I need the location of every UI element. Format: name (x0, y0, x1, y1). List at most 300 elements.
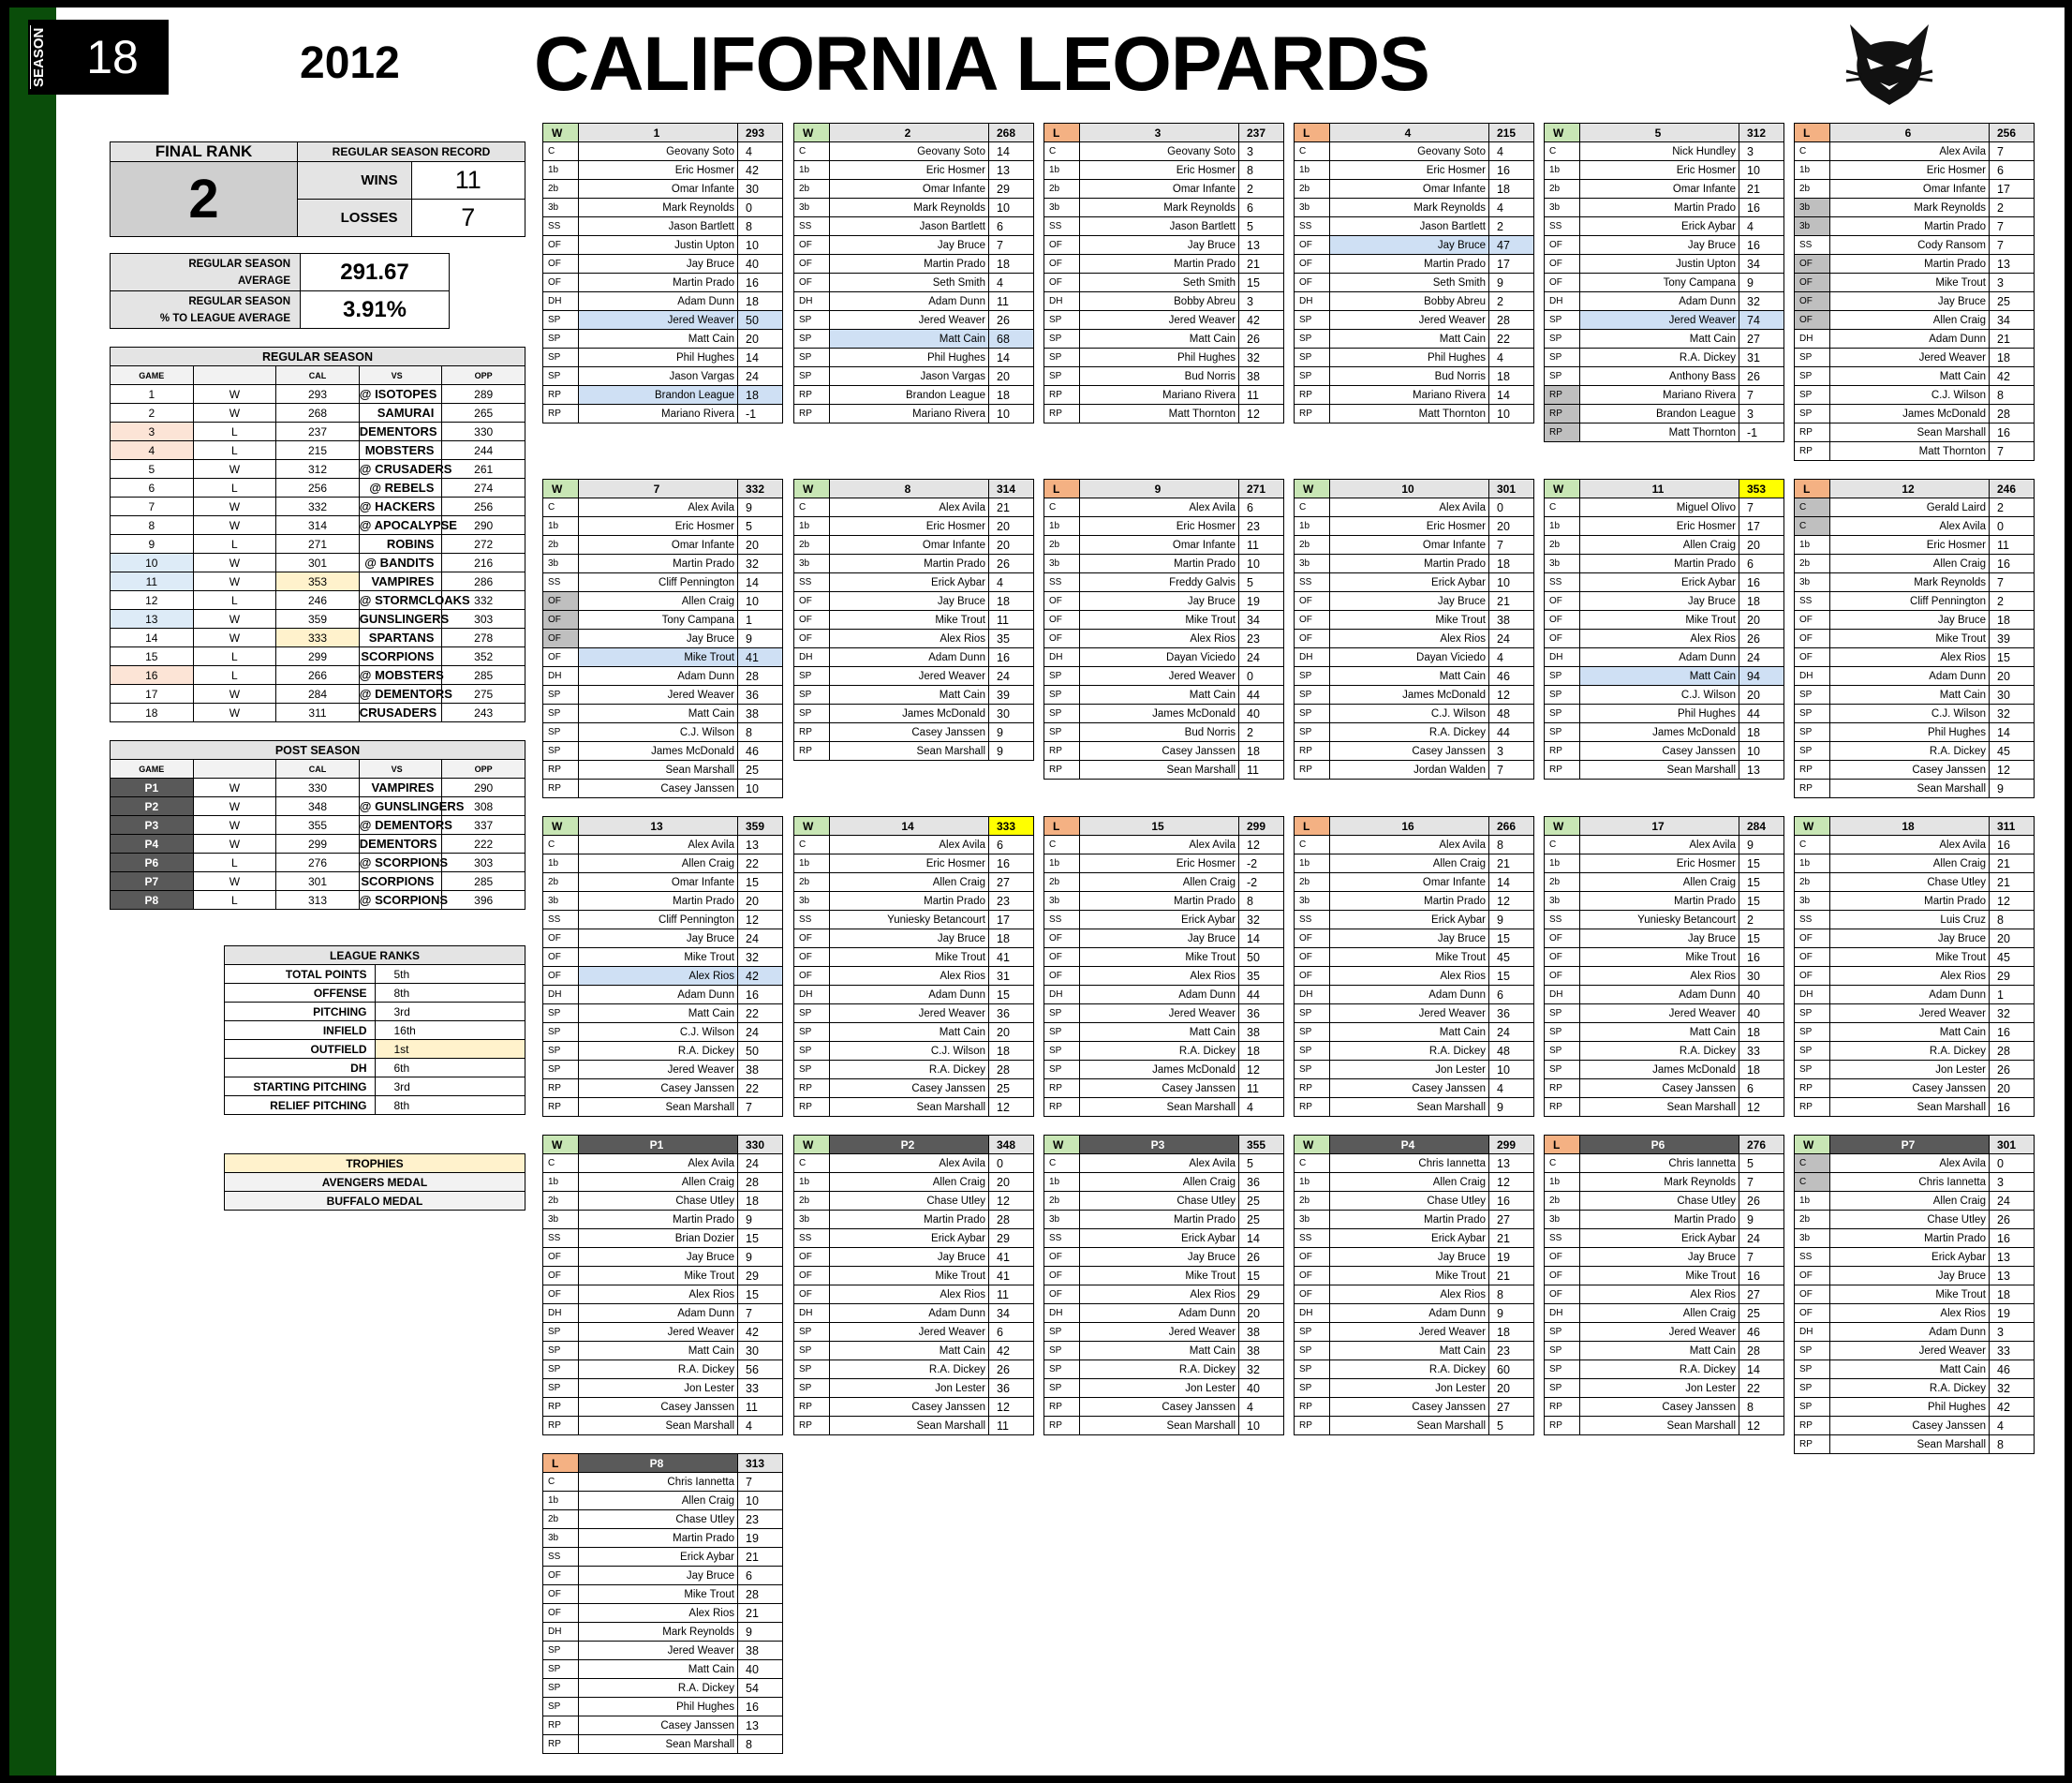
player-row (1545, 405, 1784, 423)
player-row (543, 1567, 783, 1585)
player-name: Jay Bruce (1830, 611, 1990, 630)
game-box-header (1795, 480, 2035, 498)
game-number: 15 (1080, 817, 1239, 836)
player-score: 14 (989, 142, 1034, 161)
player-score: 13 (1990, 1267, 2035, 1285)
player-name: Martin Prado (1330, 1211, 1489, 1229)
position: RP (1545, 761, 1580, 780)
position: SP (543, 1379, 579, 1398)
player-score: 41 (989, 948, 1034, 967)
player-row (794, 892, 1034, 911)
position: OF (1295, 274, 1330, 292)
game-number: P6 (1580, 1136, 1739, 1154)
player-name: Jason Bartlett (579, 217, 738, 236)
player-name: Eric Hosmer (1830, 536, 1990, 555)
player-name: Adam Dunn (830, 986, 989, 1004)
leopard-logo-icon (1843, 21, 1936, 107)
player-score: 34 (1239, 611, 1284, 630)
player-row (1545, 1042, 1784, 1061)
position: SP (1295, 1023, 1330, 1042)
player-name: Martin Prado (1580, 892, 1739, 911)
player-row (543, 1360, 783, 1379)
player-name: Alex Avila (830, 836, 989, 854)
player-name: Adam Dunn (1580, 292, 1739, 311)
player-row (1795, 1042, 2035, 1061)
position: OF (543, 611, 579, 630)
player-row (1295, 705, 1534, 723)
position: RP (1795, 761, 1830, 780)
player-name: Jay Bruce (1080, 592, 1239, 611)
player-name: Adam Dunn (1080, 986, 1239, 1004)
player-row (543, 948, 783, 967)
game-result-badge: W (543, 1136, 579, 1154)
player-name: Matt Cain (579, 1342, 738, 1360)
wins-value: 11 (411, 162, 525, 200)
player-name: Casey Janssen (1330, 1398, 1489, 1417)
trophies-header (225, 1154, 525, 1173)
cal-score: 355 (276, 816, 360, 835)
column-header (111, 760, 525, 779)
game-number: P3 (1080, 1136, 1239, 1154)
pct-label-2: % TO LEAGUE AVERAGE (159, 312, 290, 324)
player-row (1295, 611, 1534, 630)
position: SP (794, 1042, 830, 1061)
rank-value: 5th (375, 965, 525, 984)
player-row (1795, 161, 2035, 180)
opponent: VAMPIRES (359, 572, 442, 591)
player-name: Mike Trout (579, 1585, 738, 1604)
player-row (1044, 1398, 1284, 1417)
game-row (111, 797, 525, 816)
player-name: Adam Dunn (830, 292, 989, 311)
player-name: Alex Rios (1580, 967, 1739, 986)
position: 1b (1795, 1192, 1830, 1211)
position: DH (1295, 648, 1330, 667)
player-row (1044, 967, 1284, 986)
game-total: 266 (1489, 817, 1534, 836)
rank-value: 6th (375, 1059, 525, 1077)
player-score: 9 (738, 1248, 783, 1267)
player-name: Jered Weaver (1830, 349, 1990, 367)
result: L (193, 854, 276, 872)
position: DH (543, 1304, 579, 1323)
result: L (193, 535, 276, 554)
player-row (543, 161, 783, 180)
result: W (193, 704, 276, 722)
player-name: Jon Lester (579, 1379, 738, 1398)
player-row (794, 1285, 1034, 1304)
player-score: 19 (1239, 592, 1284, 611)
player-name: Matt Cain (1330, 1023, 1489, 1042)
rank-row (225, 965, 525, 984)
player-name: Alex Rios (1580, 1285, 1739, 1304)
position: SS (1044, 1229, 1080, 1248)
player-row (1545, 199, 1784, 217)
player-name: Adam Dunn (579, 986, 738, 1004)
rank-category: OUTFIELD (225, 1040, 376, 1059)
position: SP (1795, 405, 1830, 423)
player-name: Allen Craig (579, 1492, 738, 1510)
player-name: Omar Infante (830, 536, 989, 555)
game-number: 2 (111, 404, 194, 423)
player-row (1795, 1379, 2035, 1398)
player-row (1795, 217, 2035, 236)
trophy-name: AVENGERS MEDAL (225, 1173, 525, 1192)
position: SP (543, 1360, 579, 1379)
player-score: 5 (1239, 573, 1284, 592)
player-row (1295, 386, 1534, 405)
position: SP (1044, 1023, 1080, 1042)
game-total: 271 (1239, 480, 1284, 498)
position: DH (1545, 292, 1580, 311)
player-row (1545, 1192, 1784, 1211)
player-row (1295, 761, 1534, 780)
game-number: 6 (1830, 124, 1990, 142)
player-name: Allen Craig (1580, 873, 1739, 892)
position: RP (794, 1098, 830, 1117)
position: OF (1044, 236, 1080, 255)
player-row (1044, 386, 1284, 405)
player-name: Omar Infante (579, 180, 738, 199)
game-row (111, 666, 525, 685)
player-row (794, 911, 1034, 929)
player-row (1545, 1211, 1784, 1229)
player-name: Sean Marshall (1830, 423, 1990, 442)
player-score: 29 (1990, 967, 2035, 986)
player-row (543, 686, 783, 705)
game-total: 299 (1239, 817, 1284, 836)
player-name: Martin Prado (1580, 555, 1739, 573)
player-name: Dayan Viciedo (1330, 648, 1489, 667)
player-name: Alex Avila (1330, 836, 1489, 854)
player-name: Eric Hosmer (1330, 517, 1489, 536)
player-score: 25 (1990, 292, 2035, 311)
player-row (543, 911, 783, 929)
player-name: Mike Trout (1080, 1267, 1239, 1285)
player-row (1545, 367, 1784, 386)
list-title: POST SEASON (111, 741, 525, 760)
game-total: 330 (738, 1136, 783, 1154)
cal-score: 293 (276, 385, 360, 404)
player-score: 32 (1739, 292, 1784, 311)
player-score: 9 (738, 1623, 783, 1642)
position: SP (1795, 742, 1830, 761)
position: RP (1295, 1079, 1330, 1098)
game-result-badge: W (1795, 1136, 1830, 1154)
player-score: 29 (1239, 1285, 1284, 1304)
player-row (1795, 1023, 2035, 1042)
player-name: Mike Trout (1080, 948, 1239, 967)
player-score: 40 (1739, 1004, 1784, 1023)
game-box-header (543, 124, 783, 142)
player-name: Adam Dunn (1330, 986, 1489, 1004)
opp-score: 303 (442, 610, 525, 629)
player-row (543, 1154, 783, 1173)
player-score: 16 (1990, 836, 2035, 854)
game-total: 353 (1739, 480, 1784, 498)
cal-score: 353 (276, 572, 360, 591)
position: 3b (1044, 1211, 1080, 1229)
player-row (543, 1585, 783, 1604)
game-box-3 (1043, 123, 1284, 423)
player-score: 74 (1739, 311, 1784, 330)
player-score: 10 (1489, 405, 1534, 423)
player-row (1295, 517, 1534, 536)
player-row (543, 1716, 783, 1735)
player-name: Jay Bruce (1580, 1248, 1739, 1267)
position: C (794, 1154, 830, 1173)
position: OF (1295, 630, 1330, 648)
player-name: Mike Trout (1330, 1267, 1489, 1285)
player-row (1295, 1304, 1534, 1323)
player-name: Matt Cain (830, 1342, 989, 1360)
player-score: 4 (1239, 1098, 1284, 1117)
position: OF (1044, 1285, 1080, 1304)
player-row (1545, 423, 1784, 442)
opp-score: 289 (442, 385, 525, 404)
player-score: 24 (1739, 1229, 1784, 1248)
game-number: 13 (579, 817, 738, 836)
player-score: 29 (989, 1229, 1034, 1248)
position: SP (1044, 723, 1080, 742)
player-score: 17 (1489, 255, 1534, 274)
player-score: 4 (738, 142, 783, 161)
position: SP (1545, 1004, 1580, 1023)
player-row (1545, 929, 1784, 948)
player-score: 23 (1489, 1342, 1534, 1360)
player-name: Martin Prado (830, 892, 989, 911)
player-name: Mark Reynolds (579, 199, 738, 217)
position: OF (543, 948, 579, 967)
player-score: 16 (1990, 1229, 2035, 1248)
player-score: 3 (1990, 274, 2035, 292)
player-score: 9 (1739, 274, 1784, 292)
player-score: 21 (1990, 854, 2035, 873)
position: 3b (794, 199, 830, 217)
position: SP (1044, 1360, 1080, 1379)
list-header (111, 741, 525, 760)
player-name: Jon Lester (1830, 1061, 1990, 1079)
opp-score: 290 (442, 779, 525, 797)
col-2: CAL (276, 760, 360, 779)
game-result-badge: W (543, 124, 579, 142)
position: RP (794, 1079, 830, 1098)
position: SP (1295, 1342, 1330, 1360)
position: OF (1795, 611, 1830, 630)
player-name: Alex Avila (1330, 498, 1489, 517)
position: 1b (543, 161, 579, 180)
game-total: 246 (1990, 480, 2035, 498)
opp-score: 303 (442, 854, 525, 872)
player-name: Mark Reynolds (579, 1623, 738, 1642)
player-score: 28 (738, 1173, 783, 1192)
position: RP (1044, 1417, 1080, 1435)
player-row (1295, 405, 1534, 423)
position: OF (1545, 967, 1580, 986)
player-row (1044, 723, 1284, 742)
player-name: Martin Prado (830, 555, 989, 573)
player-score: 12 (1489, 1173, 1534, 1192)
player-row (543, 892, 783, 911)
player-score: 0 (1990, 517, 2035, 536)
player-name: Chase Utley (830, 1192, 989, 1211)
player-score: 2 (1489, 217, 1534, 236)
position: SS (1044, 573, 1080, 592)
player-row (543, 836, 783, 854)
player-score: 6 (1239, 199, 1284, 217)
player-name: Jered Weaver (579, 1061, 738, 1079)
player-row (1044, 199, 1284, 217)
game-number: 6 (111, 479, 194, 498)
game-number: 11 (1580, 480, 1739, 498)
player-row (1044, 405, 1284, 423)
game-number: 1 (579, 124, 738, 142)
position: SP (1044, 1004, 1080, 1023)
player-name: Sean Marshall (579, 761, 738, 780)
player-name: Sean Marshall (1830, 1435, 1990, 1454)
player-score: 3 (1739, 405, 1784, 423)
position: 1b (1295, 161, 1330, 180)
position: SP (1295, 1360, 1330, 1379)
player-row (543, 1248, 783, 1267)
player-row (794, 405, 1034, 423)
position: 1b (543, 517, 579, 536)
player-name: Eric Hosmer (1830, 161, 1990, 180)
opponent: CRUSADERS (359, 704, 442, 722)
player-name: James McDonald (1330, 686, 1489, 705)
player-score: 17 (1739, 517, 1784, 536)
player-row (1795, 892, 2035, 911)
player-row (1795, 255, 2035, 274)
player-score: 14 (1239, 929, 1284, 948)
player-row (1545, 986, 1784, 1004)
position: OF (794, 948, 830, 967)
rank-value: 3rd (375, 1003, 525, 1021)
player-score: 20 (738, 330, 783, 349)
player-row (1545, 948, 1784, 967)
player-score: 2 (1239, 723, 1284, 742)
player-row (1795, 498, 2035, 517)
game-number: P7 (1830, 1136, 1990, 1154)
position: SP (543, 1642, 579, 1660)
player-row (1295, 180, 1534, 199)
position: SP (1545, 367, 1580, 386)
player-score: 10 (1739, 742, 1784, 761)
player-score: 27 (1739, 330, 1784, 349)
position: SP (1795, 349, 1830, 367)
player-score: 20 (989, 1173, 1034, 1192)
position: OF (1044, 1267, 1080, 1285)
player-row (1044, 367, 1284, 386)
player-name: Brandon League (830, 386, 989, 405)
player-row (1044, 1248, 1284, 1267)
player-row (1295, 667, 1534, 686)
player-row (1795, 1304, 2035, 1323)
player-score: 6 (1489, 986, 1534, 1004)
player-row (794, 967, 1034, 986)
result: L (193, 647, 276, 666)
player-score: 32 (1239, 349, 1284, 367)
player-row (1795, 1173, 2035, 1192)
position: C (1044, 498, 1080, 517)
player-name: Jered Weaver (579, 1323, 738, 1342)
player-row (1795, 1192, 2035, 1211)
player-row (543, 1173, 783, 1192)
player-score: 12 (1239, 405, 1284, 423)
player-row (1295, 142, 1534, 161)
player-score: 20 (1990, 667, 2035, 686)
game-number: P4 (1330, 1136, 1489, 1154)
player-score: 44 (1489, 723, 1534, 742)
player-row (1044, 142, 1284, 161)
player-name: Alex Rios (579, 967, 738, 986)
player-score: -1 (738, 405, 783, 423)
player-row (1545, 1079, 1784, 1098)
result: W (193, 404, 276, 423)
player-name: Matt Cain (1580, 1342, 1739, 1360)
player-score: 10 (1489, 573, 1534, 592)
player-name: Bud Norris (1080, 367, 1239, 386)
game-row (111, 385, 525, 404)
position: OF (794, 274, 830, 292)
player-name: Alex Avila (579, 1154, 738, 1173)
position: SP (1795, 1379, 1830, 1398)
opp-score: 285 (442, 872, 525, 891)
player-row (1545, 142, 1784, 161)
player-row (794, 1417, 1034, 1435)
player-row (1545, 573, 1784, 592)
player-row (1545, 1098, 1784, 1117)
position: 1b (543, 854, 579, 873)
opponent: @ SCORPIONS (359, 854, 442, 872)
player-score: -2 (1239, 873, 1284, 892)
player-row (543, 1473, 783, 1492)
player-row (794, 1098, 1034, 1117)
player-row (1044, 1192, 1284, 1211)
position: SP (794, 1023, 830, 1042)
opponent: VAMPIRES (359, 779, 442, 797)
player-score: 28 (1990, 1042, 2035, 1061)
player-row (1545, 1004, 1784, 1023)
player-row (1295, 498, 1534, 517)
player-score: 40 (1239, 705, 1284, 723)
position: SS (543, 1229, 579, 1248)
position: SS (794, 573, 830, 592)
player-score: 9 (1739, 1211, 1784, 1229)
player-score: 18 (1990, 611, 2035, 630)
player-row (1795, 180, 2035, 199)
opponent: @ CRUSADERS (359, 460, 442, 479)
player-name: Omar Infante (1080, 536, 1239, 555)
opponent: @ MOBSTERS (359, 666, 442, 685)
player-score: 47 (1489, 236, 1534, 255)
player-score: 16 (1990, 555, 2035, 573)
player-name: Alex Rios (1330, 1285, 1489, 1304)
player-name: Martin Prado (1830, 1229, 1990, 1248)
player-row (794, 349, 1034, 367)
player-name: Alex Rios (830, 1285, 989, 1304)
player-score: 3 (1990, 1323, 2035, 1342)
player-score: 1 (738, 611, 783, 630)
player-score: 45 (1990, 742, 2035, 761)
player-row (1795, 292, 2035, 311)
player-score: 38 (1239, 1342, 1284, 1360)
player-name: Jordan Walden (1330, 761, 1489, 780)
position: SP (1295, 1061, 1330, 1079)
player-name: Allen Craig (579, 1173, 738, 1192)
position: SS (1795, 236, 1830, 255)
position: SP (1545, 1379, 1580, 1398)
